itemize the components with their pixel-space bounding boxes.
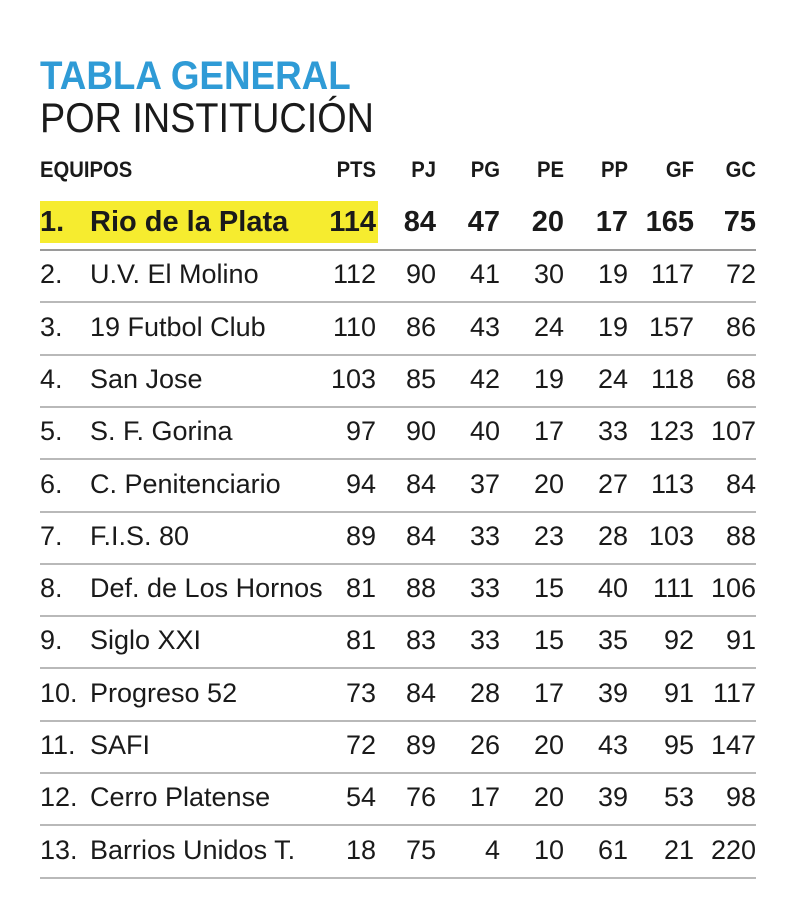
cell-pts: 114 bbox=[329, 206, 376, 238]
cell-pts: 112 bbox=[332, 259, 376, 290]
cell-pp: 33 bbox=[597, 416, 628, 447]
cell-pe: 17 bbox=[533, 677, 564, 708]
cell-gf: 157 bbox=[648, 311, 694, 342]
cell-pe: 24 bbox=[533, 311, 564, 342]
cell-pts: 18 bbox=[345, 834, 376, 865]
table-row bbox=[40, 513, 756, 565]
cell-pp: 24 bbox=[597, 363, 628, 394]
cell-pj: 76 bbox=[405, 782, 436, 813]
cell-pg: 42 bbox=[469, 363, 500, 394]
cell-pts: 54 bbox=[345, 782, 376, 813]
cell-gc: 88 bbox=[725, 520, 756, 551]
cell-pe: 10 bbox=[533, 834, 564, 865]
cell-pj: 83 bbox=[405, 625, 436, 656]
cell-gf: 113 bbox=[650, 468, 694, 499]
cell-pts: 94 bbox=[345, 468, 376, 499]
table-row bbox=[40, 617, 756, 669]
cell-pp: 19 bbox=[597, 311, 628, 342]
cell-pe: 17 bbox=[533, 416, 564, 447]
cell-gc: 220 bbox=[710, 834, 756, 865]
header-team: EQUIPOS bbox=[40, 157, 133, 182]
cell-team: San Jose bbox=[90, 363, 203, 394]
cell-gf: 103 bbox=[648, 520, 694, 551]
cell-gf: 111 bbox=[652, 573, 694, 604]
cell-pe: 20 bbox=[533, 730, 564, 760]
cell-gc: 98 bbox=[725, 782, 756, 813]
cell-pos: 8. bbox=[40, 573, 63, 604]
cell-pos: 1. bbox=[40, 206, 65, 238]
cell-pj: 88 bbox=[405, 573, 436, 604]
cell-gc: 117 bbox=[712, 677, 756, 708]
cell-pj: 90 bbox=[405, 416, 436, 447]
table-row bbox=[40, 199, 756, 251]
table-row bbox=[40, 774, 756, 826]
cell-gf: 123 bbox=[648, 416, 694, 447]
table-row bbox=[40, 827, 756, 879]
cell-gf: 118 bbox=[650, 363, 694, 394]
cell-pg: 37 bbox=[469, 468, 500, 499]
cell-pe: 20 bbox=[531, 206, 564, 238]
cell-gf: 165 bbox=[645, 206, 694, 238]
cell-pg: 26 bbox=[469, 730, 500, 760]
cell-pos: 4. bbox=[40, 363, 63, 394]
cell-pg: 28 bbox=[469, 677, 500, 708]
header-pg: PG bbox=[470, 157, 500, 182]
cell-pts: 89 bbox=[345, 520, 376, 551]
cell-team: Progreso 52 bbox=[90, 677, 238, 708]
table-row bbox=[40, 251, 756, 303]
cell-pj: 86 bbox=[405, 311, 436, 342]
cell-pj: 90 bbox=[405, 259, 436, 290]
cell-pj: 84 bbox=[405, 677, 436, 708]
header-gf: GF bbox=[665, 157, 694, 182]
cell-pe: 20 bbox=[533, 468, 564, 499]
cell-pp: 61 bbox=[597, 834, 628, 865]
cell-gc: 147 bbox=[710, 730, 756, 760]
cell-pp: 27 bbox=[597, 468, 628, 499]
cell-pj: 75 bbox=[405, 834, 436, 865]
cell-pos: 2. bbox=[40, 259, 63, 290]
table-row bbox=[40, 304, 756, 356]
table-row bbox=[40, 461, 756, 513]
cell-pg: 4 bbox=[484, 834, 500, 865]
cell-pts: 81 bbox=[345, 625, 376, 656]
cell-team: 19 Futbol Club bbox=[90, 311, 266, 342]
cell-team: SAFI bbox=[90, 730, 151, 760]
cell-pp: 17 bbox=[595, 206, 628, 238]
cell-team: Barrios Unidos T. bbox=[90, 834, 296, 865]
cell-pj: 84 bbox=[405, 468, 436, 499]
table-header bbox=[40, 153, 756, 187]
cell-pj: 85 bbox=[405, 363, 436, 394]
cell-pos: 6. bbox=[40, 468, 63, 499]
cell-pts: 81 bbox=[345, 573, 376, 604]
cell-pos: 11. bbox=[40, 730, 76, 760]
cell-pj: 84 bbox=[405, 520, 436, 551]
cell-gc: 86 bbox=[725, 311, 756, 342]
cell-pp: 40 bbox=[597, 573, 628, 604]
cell-gf: 53 bbox=[663, 782, 694, 813]
cell-gc: 106 bbox=[710, 573, 756, 604]
table-row bbox=[40, 565, 756, 617]
header-gc: GC bbox=[725, 157, 756, 182]
cell-pe: 20 bbox=[533, 782, 564, 813]
cell-pe: 19 bbox=[533, 363, 564, 394]
cell-pp: 39 bbox=[597, 677, 628, 708]
header-pj: PJ bbox=[411, 157, 436, 182]
cell-pts: 97 bbox=[345, 416, 376, 447]
cell-pg: 33 bbox=[469, 573, 500, 604]
cell-pg: 33 bbox=[469, 625, 500, 656]
cell-pg: 43 bbox=[469, 311, 500, 342]
cell-gf: 117 bbox=[650, 259, 694, 290]
cell-team: C. Penitenciario bbox=[90, 468, 281, 499]
cell-pp: 28 bbox=[597, 520, 628, 551]
cell-gc: 107 bbox=[710, 416, 756, 447]
table-subtitle: POR INSTITUCIÓN bbox=[40, 94, 374, 141]
cell-pp: 35 bbox=[597, 625, 628, 656]
cell-pg: 41 bbox=[469, 259, 500, 290]
cell-pos: 7. bbox=[40, 520, 63, 551]
cell-team: U.V. El Molino bbox=[90, 259, 259, 290]
cell-pe: 30 bbox=[533, 259, 564, 290]
cell-pts: 103 bbox=[330, 363, 376, 394]
cell-team: S. F. Gorina bbox=[90, 416, 233, 447]
header-pp: PP bbox=[600, 157, 628, 182]
cell-pe: 15 bbox=[533, 625, 564, 656]
cell-pos: 13. bbox=[40, 834, 78, 865]
cell-pg: 17 bbox=[469, 782, 500, 813]
cell-pg: 40 bbox=[469, 416, 500, 447]
cell-pp: 19 bbox=[597, 259, 628, 290]
table-row bbox=[40, 670, 756, 722]
cell-pg: 47 bbox=[467, 206, 500, 238]
cell-pj: 89 bbox=[405, 730, 436, 760]
cell-pts: 73 bbox=[345, 677, 376, 708]
cell-gc: 72 bbox=[725, 259, 756, 290]
cell-gf: 21 bbox=[663, 834, 694, 865]
cell-gc: 68 bbox=[725, 363, 756, 394]
cell-team: Def. de Los Hornos bbox=[90, 573, 323, 604]
cell-gc: 75 bbox=[723, 206, 756, 238]
cell-team: Cerro Platense bbox=[90, 782, 271, 813]
cell-pp: 39 bbox=[597, 782, 628, 813]
cell-gf: 95 bbox=[663, 730, 694, 760]
header-pts: PTS bbox=[336, 157, 376, 182]
cell-pos: 10. bbox=[40, 677, 78, 708]
cell-gf: 92 bbox=[663, 625, 694, 656]
cell-pg: 33 bbox=[469, 520, 500, 551]
cell-gf: 91 bbox=[663, 677, 694, 708]
cell-pos: 12. bbox=[40, 782, 78, 813]
cell-pos: 5. bbox=[40, 416, 63, 447]
cell-gc: 84 bbox=[725, 468, 756, 499]
table-row bbox=[40, 356, 756, 408]
cell-pos: 3. bbox=[40, 311, 63, 342]
cell-pts: 72 bbox=[345, 730, 376, 760]
cell-team: Rio de la Plata bbox=[90, 206, 289, 238]
cell-pos: 9. bbox=[40, 625, 63, 656]
header-pe: PE bbox=[536, 157, 564, 182]
row-divider bbox=[40, 877, 756, 879]
table-row bbox=[40, 408, 756, 460]
cell-team: F.I.S. 80 bbox=[90, 520, 190, 551]
table-row bbox=[40, 722, 756, 774]
cell-pts: 110 bbox=[332, 311, 376, 342]
cell-gc: 91 bbox=[725, 625, 756, 656]
cell-pe: 23 bbox=[533, 520, 564, 551]
cell-pe: 15 bbox=[533, 573, 564, 604]
cell-pp: 43 bbox=[597, 730, 628, 760]
table-title: TABLA GENERAL bbox=[40, 54, 351, 98]
cell-team: Siglo XXI bbox=[90, 625, 202, 656]
cell-pj: 84 bbox=[403, 206, 436, 238]
